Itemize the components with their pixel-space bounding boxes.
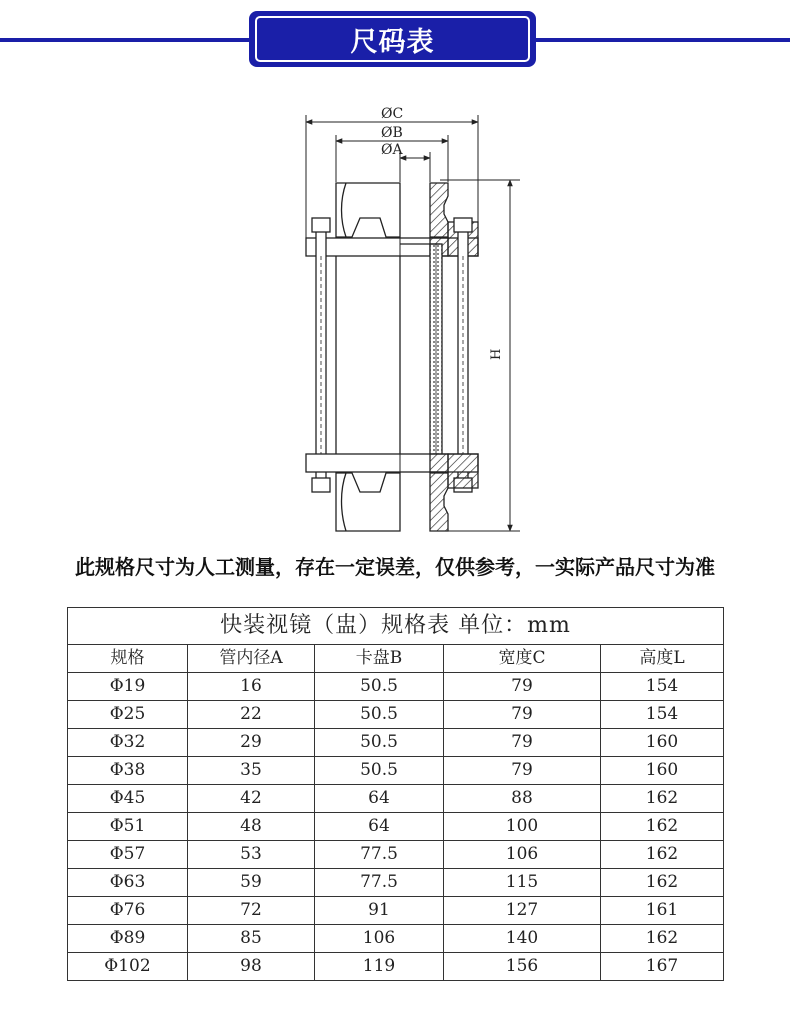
cell-width: 79: [444, 757, 601, 785]
cell-clamp: 77.5: [315, 841, 444, 869]
header-badge: [249, 11, 536, 67]
cell-inner-diameter: 72: [188, 897, 315, 925]
cell-height: 154: [601, 673, 724, 701]
cell-width: 79: [444, 729, 601, 757]
table-row: [68, 729, 724, 757]
cell-clamp: 50.5: [315, 729, 444, 757]
spec-table: [67, 607, 724, 981]
cell-clamp: 106: [315, 925, 444, 953]
cell-height: 162: [601, 925, 724, 953]
cell-inner-diameter: 98: [188, 953, 315, 981]
cell-clamp: 77.5: [315, 869, 444, 897]
cell-width: 156: [444, 953, 601, 981]
cell-spec: Φ63: [68, 869, 188, 897]
table-row: [68, 869, 724, 897]
cell-width: 79: [444, 673, 601, 701]
table-row: [68, 673, 724, 701]
cell-inner-diameter: 42: [188, 785, 315, 813]
cell-clamp: 50.5: [315, 757, 444, 785]
cell-spec: Φ25: [68, 701, 188, 729]
cell-spec: Φ89: [68, 925, 188, 953]
cell-spec: Φ102: [68, 953, 188, 981]
cell-width: 79: [444, 701, 601, 729]
cell-inner-diameter: 59: [188, 869, 315, 897]
cell-height: 160: [601, 757, 724, 785]
header-spec: 规格: [68, 645, 188, 673]
cell-clamp: 119: [315, 953, 444, 981]
measurement-note: 此规格尺寸为人工测量，存在一定误差，仅供参考，一实际产品尺寸为准: [75, 555, 715, 579]
cell-spec: Φ32: [68, 729, 188, 757]
header-width: 宽度C: [444, 645, 601, 673]
dim-label-c: ØC: [381, 106, 404, 122]
header-height: 高度L: [601, 645, 724, 673]
table-row: [68, 953, 724, 981]
table-row: [68, 785, 724, 813]
cell-spec: Φ45: [68, 785, 188, 813]
cell-inner-diameter: 35: [188, 757, 315, 785]
cell-height: 160: [601, 729, 724, 757]
cell-spec: Φ38: [68, 757, 188, 785]
cell-clamp: 64: [315, 785, 444, 813]
cell-clamp: 50.5: [315, 673, 444, 701]
dim-label-b: ØB: [381, 125, 403, 141]
cell-width: 140: [444, 925, 601, 953]
cell-height: 162: [601, 785, 724, 813]
cell-height: 162: [601, 841, 724, 869]
dim-label-a: ØA: [381, 142, 403, 158]
cell-inner-diameter: 53: [188, 841, 315, 869]
cell-inner-diameter: 16: [188, 673, 315, 701]
table-header-row: [68, 645, 724, 673]
header-inner-diameter: 管内径A: [188, 645, 315, 673]
table-row: [68, 701, 724, 729]
header-clamp: 卡盘B: [315, 645, 444, 673]
cell-inner-diameter: 48: [188, 813, 315, 841]
cell-width: 88: [444, 785, 601, 813]
cell-height: 167: [601, 953, 724, 981]
table-row: [68, 841, 724, 869]
cell-height: 161: [601, 897, 724, 925]
table-row: [68, 813, 724, 841]
cell-spec: Φ19: [68, 673, 188, 701]
page-title: 尺码表: [255, 16, 530, 62]
sight-glass-diagram: [0, 95, 790, 545]
cell-spec: Φ76: [68, 897, 188, 925]
cell-height: 154: [601, 701, 724, 729]
cell-inner-diameter: 85: [188, 925, 315, 953]
cell-height: 162: [601, 813, 724, 841]
cell-inner-diameter: 29: [188, 729, 315, 757]
table-row: [68, 897, 724, 925]
cell-width: 106: [444, 841, 601, 869]
table-title: 快装视镜（盅）规格表 单位：mm: [68, 608, 724, 645]
table-title-row: [68, 608, 724, 645]
cell-clamp: 91: [315, 897, 444, 925]
cell-spec: Φ57: [68, 841, 188, 869]
cell-clamp: 50.5: [315, 701, 444, 729]
cell-inner-diameter: 22: [188, 701, 315, 729]
table-row: [68, 925, 724, 953]
cell-width: 115: [444, 869, 601, 897]
table-row: [68, 757, 724, 785]
cell-width: 100: [444, 813, 601, 841]
dim-label-h: H: [489, 348, 504, 360]
cell-height: 162: [601, 869, 724, 897]
cell-spec: Φ51: [68, 813, 188, 841]
cell-clamp: 64: [315, 813, 444, 841]
cell-width: 127: [444, 897, 601, 925]
